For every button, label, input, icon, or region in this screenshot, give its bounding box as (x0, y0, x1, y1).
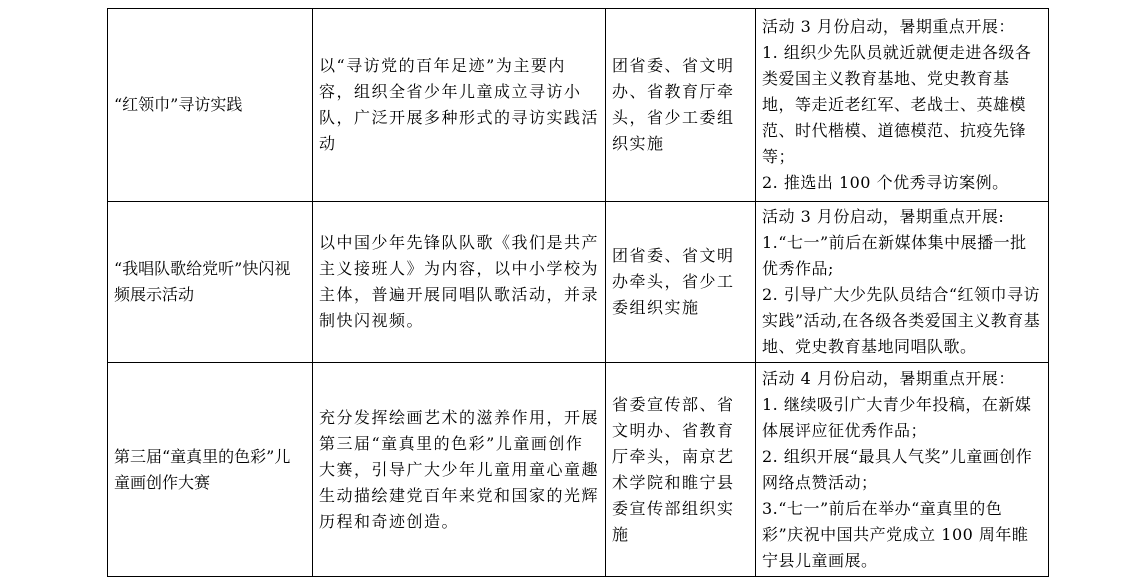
schedule-item: 3.“七一”前后在举办“童真里的色彩”庆祝中国共产党成立 100 周年睢宁县儿童画展。 (762, 498, 1029, 570)
organizer: 团省委、省文明办牵头，省少工委组织实施 (606, 202, 756, 363)
schedule-item: 2. 引导广大少先队员结合“红领巾寻访实践”活动,在各级各类爱国主义教育基地、党史教育基地同唱队歌。 (762, 285, 1041, 356)
schedule-cell (756, 363, 1049, 577)
table-row (108, 9, 1049, 202)
table-row (108, 363, 1049, 577)
organizer: 团省委、省文明办、省教育厅牵头，省少工委组织实施 (606, 9, 756, 202)
organizer: 省委宣传部、省文明办、省教育厅牵头，南京艺术学院和睢宁县委宣传部组织实施 (606, 363, 756, 577)
activity-name: 第三届“童真里的色彩”儿童画创作大赛 (108, 363, 313, 577)
schedule-item: 1. 组织少先队员就近就便走进各级各类爱国主义教育基地、党史教育基地，等走近老红军、老战士、英雄模范、时代楷模、道德模范、抗疫先锋等； (762, 43, 1032, 166)
schedule-head: 活动 3 月份启动，暑期重点开展: (762, 207, 1005, 226)
schedule-head: 活动 3 月份启动，暑期重点开展： (762, 17, 1015, 36)
activity-content: 以中国少年先锋队队歌《我们是共产主义接班人》为内容，以中小学校为主体，普遍开展同唱队歌活动，并录制快闪视频。 (313, 202, 606, 363)
schedule-cell (756, 202, 1049, 363)
schedule-cell (756, 9, 1049, 202)
activity-table (107, 8, 1049, 577)
activity-name: “我唱队歌给党听”快闪视频展示活动 (108, 202, 313, 363)
activity-name: “红领巾”寻访实践 (108, 9, 313, 202)
schedule-item: 1.“七一”前后在新媒体集中展播一批优秀作品; (762, 233, 1027, 278)
schedule-item: 2. 组织开展“最具人气奖”儿童画创作网络点赞活动； (762, 446, 1033, 492)
activity-content: 以“寻访党的百年足迹”为主要内容，组织全省少年儿童成立寻访小队，广泛开展多种形式的寻访实践活动 (313, 9, 606, 202)
schedule-head: 活动 4 月份启动，暑期重点开展： (762, 368, 1015, 388)
activity-content: 充分发挥绘画艺术的滋养作用，开展第三届“童真里的色彩”儿童画创作大赛，引导广大少年儿童用童心童趣生动描绘建党百年来党和国家的光辉历程和奇迹创造。 (313, 363, 606, 577)
schedule-item: 1. 继续吸引广大青少年投稿，在新媒体展评应征优秀作品； (762, 394, 1032, 440)
schedule-item: 2. 推选出 100 个优秀寻访案例。 (762, 173, 1009, 192)
table-row (108, 202, 1049, 363)
